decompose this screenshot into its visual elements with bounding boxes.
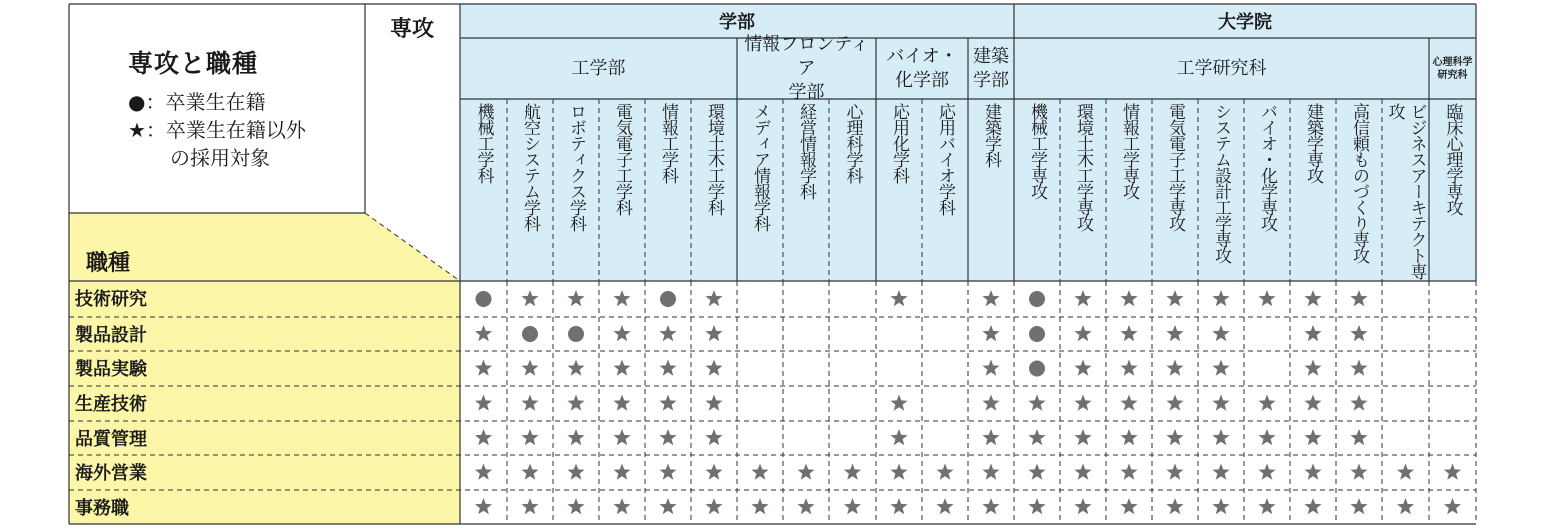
- major-header: 心理科学科: [842, 103, 863, 183]
- star-mark: [1212, 464, 1229, 480]
- group-label: 情報フロンティア: [744, 33, 869, 79]
- star-mark: [982, 395, 999, 411]
- job-label: 技術研究: [75, 289, 147, 310]
- star-mark: [705, 395, 722, 411]
- major-header: 臨床心理学専攻: [1442, 103, 1463, 215]
- star-mark: [1304, 360, 1321, 376]
- dot-mark: [476, 291, 492, 307]
- star-mark: [890, 395, 907, 411]
- group-label: 建築: [973, 45, 1009, 67]
- star-mark: [705, 360, 722, 376]
- group-label: 学部: [788, 81, 825, 103]
- star-mark: [1074, 395, 1091, 411]
- dot-mark: [568, 326, 584, 342]
- major-header: 環境土木工学科: [704, 103, 724, 215]
- star-mark: [1304, 464, 1321, 480]
- star-mark: [1074, 429, 1091, 445]
- star-mark: [1212, 360, 1229, 376]
- dot-mark: [522, 326, 538, 342]
- star-mark: [613, 290, 630, 306]
- group-engineering: [460, 38, 737, 99]
- major-header: 高信頼ものづくり専攻: [1349, 103, 1369, 263]
- star-mark: [936, 498, 953, 514]
- star-mark: [1074, 290, 1091, 306]
- star-mark: [982, 290, 999, 306]
- major-header: 情報工学科: [658, 103, 678, 183]
- star-mark: [1166, 395, 1183, 411]
- star-mark: [613, 325, 630, 341]
- star-mark: [1074, 325, 1091, 341]
- star-mark: [751, 498, 768, 514]
- major-header: 応用化学科: [889, 103, 909, 183]
- star-mark: [1212, 498, 1229, 514]
- star-mark: [890, 290, 907, 306]
- group-label: 工学部: [571, 57, 626, 79]
- job-label: 製品設計: [75, 325, 147, 346]
- star-mark: [659, 360, 676, 376]
- dot-mark: [1029, 361, 1045, 377]
- star-mark: [1074, 498, 1091, 514]
- star-mark: [613, 429, 630, 445]
- major-header: 建築学科: [981, 103, 1001, 167]
- star-mark: [613, 395, 630, 411]
- dot-mark: [660, 291, 676, 307]
- group-psych-grad: [1429, 38, 1476, 99]
- star-mark: [567, 360, 584, 376]
- star-mark: [1350, 290, 1367, 306]
- legend-star-cont: の採用対象: [170, 146, 270, 170]
- star-mark: [890, 464, 907, 480]
- star-mark: [475, 498, 492, 514]
- major-header: 経営情報学科: [796, 103, 816, 199]
- star-mark: [705, 498, 722, 514]
- star-mark: [1120, 360, 1137, 376]
- star-mark: [1444, 498, 1461, 514]
- group-label: 化学部: [895, 69, 949, 91]
- star-mark: [1166, 498, 1183, 514]
- star-mark: [1350, 498, 1367, 514]
- star-mark: [475, 325, 492, 341]
- star-mark: [936, 464, 953, 480]
- star-mark: [982, 360, 999, 376]
- major-header: バイオ・化学専攻: [1257, 103, 1277, 231]
- major-header: 電気電子工学専攻: [1165, 103, 1185, 231]
- star-mark: [1120, 325, 1137, 341]
- star-mark: [1350, 429, 1367, 445]
- star-mark: [844, 464, 861, 480]
- dot-mark: [1029, 326, 1045, 342]
- star-mark: [521, 429, 538, 445]
- star-mark: [751, 464, 768, 480]
- star-mark: [659, 464, 676, 480]
- star-mark: [797, 498, 814, 514]
- star-mark: [705, 325, 722, 341]
- star-mark: [567, 429, 584, 445]
- star-mark: [1212, 429, 1229, 445]
- star-mark: [475, 464, 492, 480]
- star-mark: [475, 395, 492, 411]
- major-header: ビジネスアーキテクト専攻: [1384, 103, 1427, 279]
- star-mark: [1120, 429, 1137, 445]
- star-mark: [1212, 325, 1229, 341]
- job-label: 生産技術: [75, 394, 147, 415]
- legend-star: ★：卒業生在籍以外: [128, 118, 306, 142]
- star-mark: [1166, 464, 1183, 480]
- star-mark: [705, 464, 722, 480]
- star-mark: [1120, 464, 1137, 480]
- star-mark: [890, 498, 907, 514]
- star-mark: [705, 429, 722, 445]
- star-mark: [1304, 395, 1321, 411]
- major-header: システム設計工学専攻: [1211, 103, 1231, 263]
- major-header: ロボティクス学科: [566, 103, 586, 231]
- star-mark: [475, 360, 492, 376]
- star-mark: [1350, 360, 1367, 376]
- star-mark: [890, 429, 907, 445]
- star-mark: [1397, 464, 1414, 480]
- star-mark: [1304, 429, 1321, 445]
- star-mark: [1120, 290, 1137, 306]
- group-eng-grad: [1014, 38, 1429, 99]
- job-label: 製品実験: [75, 359, 147, 380]
- star-mark: [1028, 498, 1045, 514]
- star-mark: [1350, 464, 1367, 480]
- star-mark: [1258, 429, 1275, 445]
- star-mark: [982, 498, 999, 514]
- star-mark: [1120, 395, 1137, 411]
- star-mark: [659, 325, 676, 341]
- star-mark: [1397, 498, 1414, 514]
- major-header: 機械工学専攻: [1027, 103, 1047, 199]
- star-mark: [1444, 464, 1461, 480]
- major-axis-label: 専攻: [390, 17, 435, 42]
- star-mark: [1166, 325, 1183, 341]
- star-mark: [1212, 395, 1229, 411]
- major-header: 応用バイオ学科: [935, 103, 955, 215]
- star-mark: [1120, 498, 1137, 514]
- star-mark: [1028, 395, 1045, 411]
- star-mark: [1212, 290, 1229, 306]
- star-mark: [613, 464, 630, 480]
- group-label: 心理科学: [1432, 56, 1473, 68]
- group-label: 工学研究科: [1176, 57, 1267, 79]
- legend-dot: ●：卒業生在籍: [128, 90, 266, 114]
- star-mark: [521, 498, 538, 514]
- star-mark: [475, 429, 492, 445]
- star-mark: [567, 290, 584, 306]
- major-header: 情報工学専攻: [1119, 103, 1139, 199]
- star-mark: [1258, 395, 1275, 411]
- star-mark: [521, 464, 538, 480]
- table-title: 専攻と職種: [128, 49, 259, 78]
- star-mark: [1166, 360, 1183, 376]
- group-label: バイオ・: [886, 45, 958, 67]
- group-info-frontier: [737, 33, 876, 103]
- major-header: メディア情報学科: [750, 103, 770, 231]
- star-mark: [1350, 395, 1367, 411]
- star-mark: [659, 429, 676, 445]
- star-mark: [1258, 464, 1275, 480]
- major-header: 航空システム学科: [520, 103, 540, 231]
- group-bio-chem: [876, 38, 968, 99]
- job-label: 事務職: [75, 498, 129, 519]
- job-axis-label: 職種: [86, 251, 131, 276]
- star-mark: [521, 290, 538, 306]
- major-header: 環境土木工学専攻: [1073, 103, 1093, 231]
- job-label: 品質管理: [75, 429, 147, 450]
- star-mark: [1258, 498, 1275, 514]
- star-mark: [1028, 429, 1045, 445]
- star-mark: [797, 464, 814, 480]
- star-mark: [982, 464, 999, 480]
- major-header: 機械工学科: [473, 103, 494, 183]
- group-architecture: [968, 38, 1014, 99]
- job-label: 海外営業: [75, 463, 147, 484]
- star-mark: [1304, 290, 1321, 306]
- header-grad: 大学院: [1218, 12, 1272, 33]
- star-mark: [567, 498, 584, 514]
- star-mark: [705, 290, 722, 306]
- star-mark: [1304, 325, 1321, 341]
- star-mark: [982, 325, 999, 341]
- star-mark: [844, 498, 861, 514]
- star-mark: [1074, 360, 1091, 376]
- star-mark: [1166, 429, 1183, 445]
- major-header: 電気電子工学科: [612, 103, 632, 215]
- header-undergrad: 学部: [719, 12, 755, 33]
- group-label: 学部: [973, 69, 1009, 91]
- star-mark: [1028, 464, 1045, 480]
- dot-mark: [1029, 291, 1045, 307]
- star-mark: [1166, 290, 1183, 306]
- star-mark: [1304, 498, 1321, 514]
- star-mark: [567, 464, 584, 480]
- group-label: 研究科: [1437, 69, 1468, 81]
- star-mark: [613, 498, 630, 514]
- star-mark: [567, 395, 584, 411]
- star-mark: [521, 395, 538, 411]
- star-mark: [1074, 464, 1091, 480]
- star-mark: [982, 429, 999, 445]
- star-mark: [659, 395, 676, 411]
- major-header: 建築学専攻: [1303, 103, 1323, 183]
- star-mark: [659, 498, 676, 514]
- star-mark: [1350, 325, 1367, 341]
- star-mark: [1258, 290, 1275, 306]
- star-mark: [613, 360, 630, 376]
- star-mark: [521, 360, 538, 376]
